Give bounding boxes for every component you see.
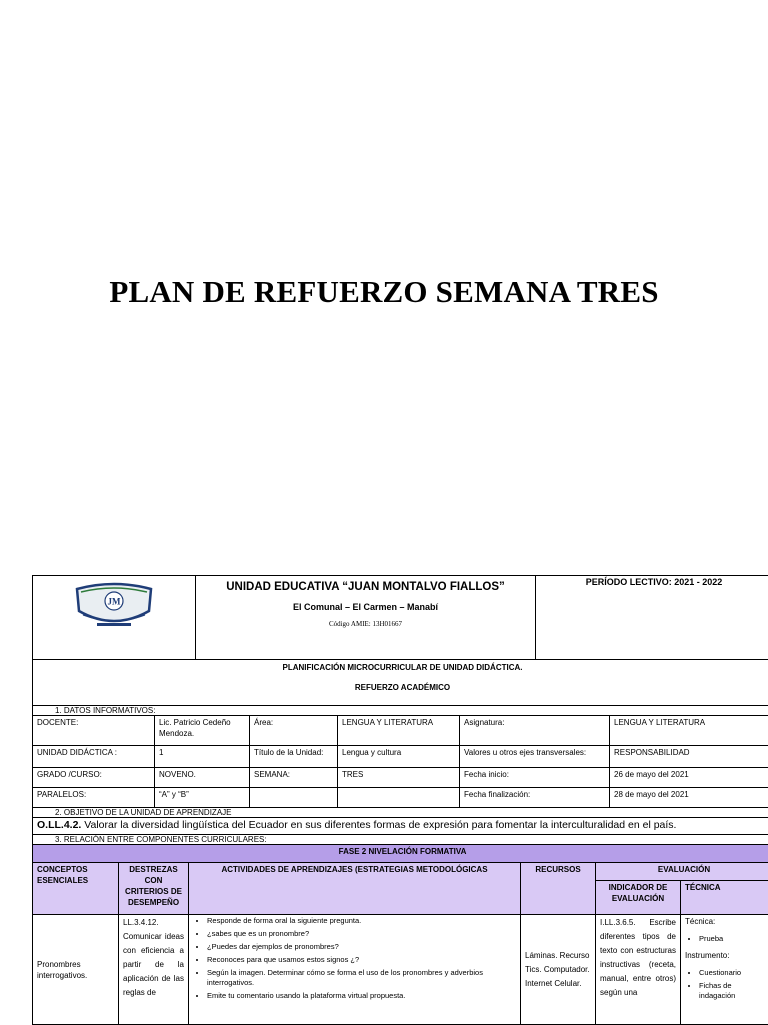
unidad-label: UNIDAD DIDÁCTICA : (33, 746, 155, 768)
unidad-value: 1 (155, 746, 250, 768)
section-datos: 1. DATOS INFORMATIVOS: (33, 706, 768, 716)
school-info-cell (196, 576, 536, 660)
area-value: LENGUA Y LITERATURA (338, 716, 460, 746)
paralelos-value: “A” y “B” (155, 788, 250, 808)
col-indicador: INDICADOR DE EVALUACIÓN (596, 881, 681, 915)
section-relacion: 3. RELACIÓN ENTRE COMPONENTES CURRICULARES: (33, 835, 768, 845)
list-item: • ¿sabes que es un pronombre? (207, 929, 516, 939)
plan-subtitle: REFUERZO ACADÉMICO (37, 682, 768, 693)
docente-label: DOCENTE: (33, 716, 155, 746)
objetivo-text: Valorar la diversidad lingüística del Ecuador en sus diferentes formas de expresión para fomentar la interculturalidad en el país. (81, 819, 676, 831)
col-conceptos: CONCEPTOS ESENCIALES (33, 863, 119, 915)
instrumento-label: Instrumento: (685, 950, 768, 962)
concepto-cell: Pronombres interrogativos. (33, 915, 119, 1025)
titulo-value: Lengua y cultura (338, 746, 460, 768)
fecha-inicio-value: 26 de mayo del 2021 (610, 768, 768, 788)
semana-value: TRES (338, 768, 460, 788)
list-item: • Emite tu comentario usando la plataforma virtual propuesta. (207, 991, 516, 1001)
titulo-label: Título de la Unidad: (250, 746, 338, 768)
semana-label: SEMANA: (250, 768, 338, 788)
instrumento-list (685, 968, 768, 1001)
fase-header: FASE 2 NIVELACIÓN FORMATIVA (33, 845, 768, 863)
school-shield-icon (69, 581, 159, 633)
objetivo-cell (33, 818, 768, 835)
col-recursos: RECURSOS (521, 863, 596, 915)
fecha-fin-label: Fecha finalización: (460, 788, 610, 808)
plan-document (32, 575, 768, 1024)
section-objetivo: 2. OBJETIVO DE LA UNIDAD DE APRENDIZAJE (33, 808, 768, 818)
actividades-list (193, 916, 516, 1001)
tecnica-label: Técnica: (685, 916, 768, 928)
fecha-inicio-label: Fecha inicio: (460, 768, 610, 788)
empty-cell (338, 788, 460, 808)
valores-value: RESPONSABILIDAD (610, 746, 768, 768)
col-actividades: ACTIVIDADES DE APRENDIZAJES (ESTRATEGIAS METODOLÓGICAS (189, 863, 521, 915)
list-item: • ¿Puedes dar ejemplos de pronombres? (207, 942, 516, 952)
valores-label: Valores u otros ejes transversales: (460, 746, 610, 768)
docente-value: Lic. Patricio Cedeño Mendoza. (155, 716, 250, 746)
list-item: • Responde de forma oral la siguiente pregunta. (207, 916, 516, 926)
asignatura-value: LENGUA Y LITERATURA (610, 716, 768, 746)
recursos-cell: Láminas. Recurso Tics. Computador. Internet Celular. (521, 915, 596, 1025)
curricular-table (32, 844, 768, 1025)
col-evaluacion: EVALUACIÓN (596, 863, 768, 881)
col-tecnica: TÉCNICA (681, 881, 768, 915)
amie-code: Código AMIE: 13H01667 (200, 619, 531, 630)
logo-cell (33, 576, 196, 660)
list-item: • Según la imagen. Determinar cómo se forma el uso de los pronombres y adverbios interrogativos. (207, 968, 516, 988)
grado-value: NOVENO. (155, 768, 250, 788)
list-item: • Reconoces para que usamos estos signos ¿? (207, 955, 516, 965)
periodo-cell: PERÍODO LECTIVO: 2021 - 2022 (536, 576, 768, 660)
area-label: Área: (250, 716, 338, 746)
plan-cell (33, 660, 768, 706)
objetivo-code: O.LL.4.2. (37, 819, 81, 831)
tecnica-cell (681, 915, 768, 1025)
logo-letters: JM (108, 597, 122, 607)
destreza-cell: LL.3.4.12. Comunicar ideas con eficiencia a partir de la aplicación de las reglas de (119, 915, 189, 1025)
fecha-fin-value: 28 de mayo del 2021 (610, 788, 768, 808)
school-location: El Comunal – El Carmen – Manabí (200, 602, 531, 613)
header-table (32, 575, 768, 706)
col-destrezas: DESTREZAS CON CRITERIOS DE DESEMPEÑO (119, 863, 189, 915)
plan-title: PLANIFICACIÓN MICROCURRICULAR DE UNIDAD DIDÁCTICA. (37, 662, 768, 673)
school-name: UNIDAD EDUCATIVA “JUAN MONTALVO FIALLOS” (200, 577, 531, 594)
paralelos-label: PARALELOS: (33, 788, 155, 808)
indicador-cell: I.LL.3.6.5. Escribe diferentes tipos de texto con estructuras instructivas (receta, manual, entre otros) según una (596, 915, 681, 1025)
actividades-cell (189, 915, 521, 1025)
datos-table (32, 705, 768, 845)
empty-cell (250, 788, 338, 808)
asignatura-label: Asignatura: (460, 716, 610, 746)
tecnica-list (685, 934, 768, 944)
page-title: PLAN DE REFUERZO SEMANA TRES (0, 274, 768, 310)
list-item: • Cuestionario (699, 968, 768, 978)
list-item: • Fichas de indagación (699, 981, 768, 1001)
school-logo (37, 577, 191, 637)
list-item: • Prueba (699, 934, 768, 944)
grado-label: GRADO /CURSO: (33, 768, 155, 788)
